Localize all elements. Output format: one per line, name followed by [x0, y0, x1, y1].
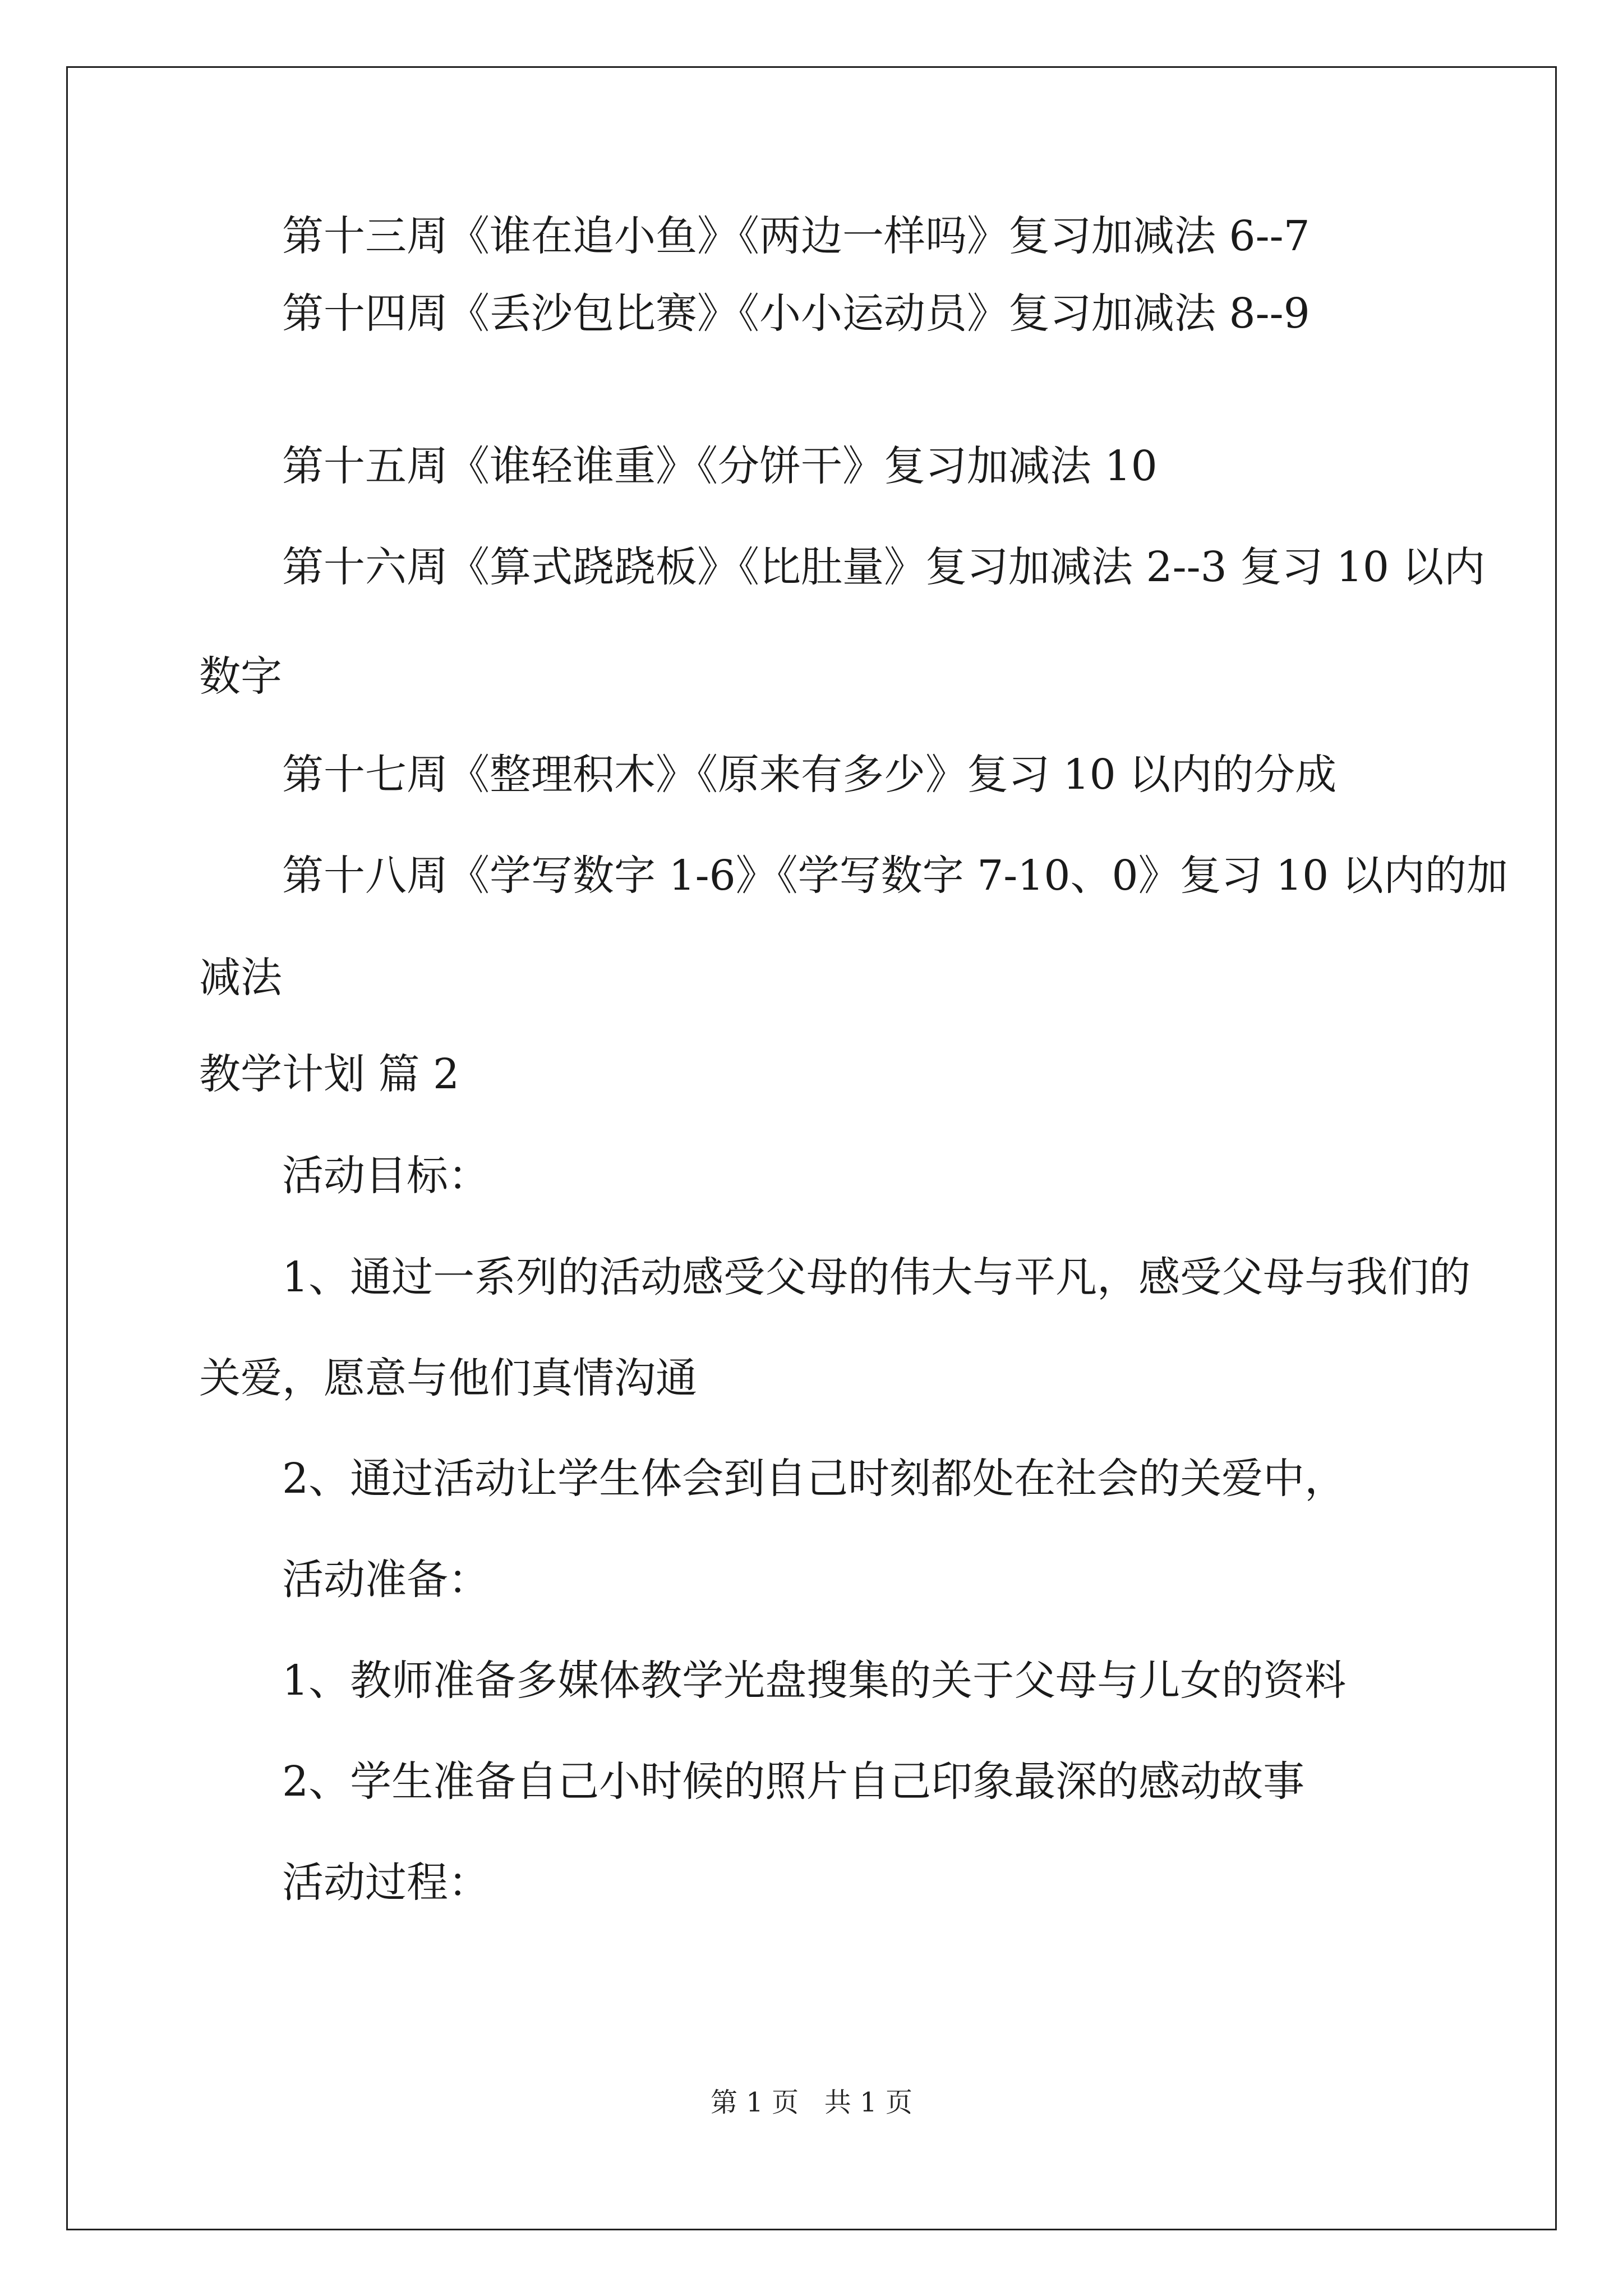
paragraph-activity-process: 活动过程：: [282, 1858, 490, 1907]
page-total: 共 1 页: [824, 2087, 912, 2118]
paragraph-week-13: 第十三周《谁在追小鱼》《两边一样吗》复习加减法 6--7: [282, 212, 1310, 260]
page-number: 第 1 页: [711, 2087, 799, 2118]
paragraph-week-17: 第十七周《整理积木》《原来有多少》复习 10 以内的分成: [282, 751, 1337, 799]
paragraph-prep-2: 2、学生准备自己小时候的照片自己印象最深的感动故事: [282, 1757, 1305, 1806]
section-heading: 教学计划 篇 2: [199, 1050, 460, 1098]
paragraph-week-18-cont: 减法: [199, 954, 282, 1002]
paragraph-activity-prep: 活动准备：: [282, 1556, 490, 1604]
page-footer: [0, 2087, 1623, 2118]
paragraph-goal-2: 2、通过活动让学生体会到自己时刻都处在社会的关爱中，: [282, 1455, 1347, 1503]
paragraph-prep-1: 1、教师准备多媒体教学光盘搜集的关于父母与儿女的资料: [282, 1657, 1347, 1705]
paragraph-week-18: 第十八周《学写数字 1-6》《学写数字 7-10、0》复习 10 以内的加: [282, 852, 1508, 900]
paragraph-goal-1-cont: 关爱，愿意与他们真情沟通: [199, 1354, 697, 1402]
paragraph-activity-goals: 活动目标：: [282, 1152, 490, 1200]
paragraph-week-14: 第十四周《丢沙包比赛》《小小运动员》复习加减法 8--9: [282, 289, 1310, 338]
paragraph-goal-1: 1、通过一系列的活动感受父母的伟大与平凡，感受父母与我们的: [282, 1253, 1471, 1301]
paragraph-week-16: 第十六周《算式跷跷板》《比肚量》复习加减法 2--3 复习 10 以内: [282, 543, 1486, 591]
paragraph-week-16-cont: 数字: [199, 652, 282, 701]
paragraph-week-15: 第十五周《谁轻谁重》《分饼干》复习加减法 10: [282, 442, 1158, 490]
